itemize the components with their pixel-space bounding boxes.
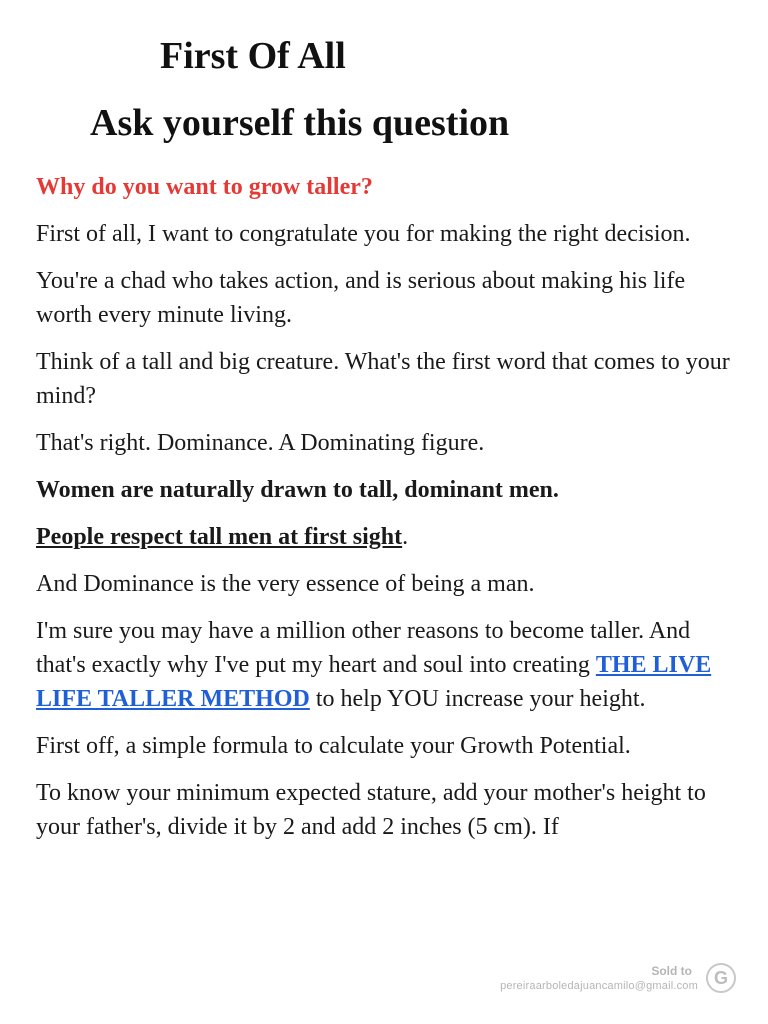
paragraph-respect [36,520,736,554]
sold-to-text-block [500,963,698,993]
paragraph-congratulate: First of all, I want to congratulate you for making the right decision. [36,221,691,247]
g-circle-logo-icon: G [706,963,736,993]
question-heading: Why do you want to grow taller? [36,174,373,200]
document-body [36,170,736,857]
heading-line-1: First Of All [160,35,346,77]
method-text-before: I'm sure you may have a million other reasons to become taller. And that's exactly why I've put my heart and soul into creating [36,618,691,678]
method-link[interactable]: THE LIVE LIFE TALLER METHOD [36,652,712,712]
paragraph-creature: Think of a tall and big creature. What's the first word that comes to your mind? [36,349,730,409]
sold-to-label: Sold to [651,964,692,978]
paragraph-essence: And Dominance is the very essence of being a man. [36,571,535,597]
paragraph-formula: First off, a simple formula to calculate your Growth Potential. [36,733,631,759]
heading-line-2: Ask yourself this question [90,102,510,144]
sold-to-footer [500,956,736,1000]
method-text-after: to help YOU increase your height. [309,686,646,712]
paragraph-stature: To know your minimum expected stature, add your mother's height to your father's, divide it by 2 and add 2 inches (5 cm). If [36,780,706,840]
buyer-email: pereiraarboledajuancamilo@gmail.com [500,980,698,992]
paragraph-chad: You're a chad who takes action, and is serious about making his life worth every minute living. [36,268,686,328]
respect-underlined-text: People respect tall men at first sight [36,524,403,550]
paragraph-method [36,614,736,716]
respect-period: . [402,524,409,550]
paragraph-dominance: That's right. Dominance. A Dominating figure. [36,430,485,456]
paragraph-women-bold: Women are naturally drawn to tall, dominant men. [36,477,559,503]
